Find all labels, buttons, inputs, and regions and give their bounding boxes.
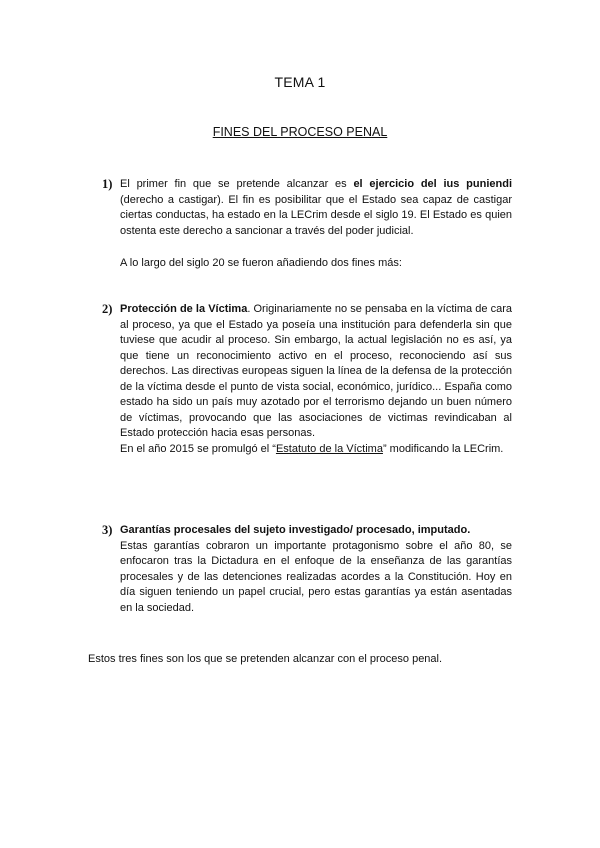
paragraph-victima: Protección de la Víctima. Originariamente no se pensaba en la víctima de cara al proceso, ya que el Estado ya poseía una institución para defenderla sin que tuviese que acudir al proceso. Sin embargo, la actual legislación no es así, ya que tiene un reconocimiento activo en el proceso, reconociendo así sus derechos. Las directivas europeas siguen la línea de la defensa de la protección de la víctima desde el punto de vista social, económico, jurídico... España como estado ha sido un país muy azotado por el terrorismo dejando un buen número de víctimas, provocando que las asociaciones de victimas revindicaban al Estado protección hacia esas personas. [120, 303, 512, 439]
document-title: TEMA 1 [274, 74, 326, 90]
paragraph-garantias: Estas garantías cobraron un importante protagonismo sobre el año 80, se enfocaron tras la Dictadura en el enfoque de la enseñanza de las garantías procesales y de las detenciones realizadas acordes a la Constitución. Hoy en día siguen teniendo un papel crucial, pero estas garantías ya están asentadas en la sociedad. [120, 539, 512, 614]
closing-paragraph: Estos tres fines son los que se pretenden alcanzar con el proceso penal. [88, 653, 443, 665]
list-body-2 [120, 302, 512, 457]
paragraph-ius-puniendi: El primer fin que se pretende alcanzar es el ejercicio del ius puniendi (derecho a castigar). El fin es posibilitar que el Estado sea capaz de castigar ciertas conductas, ha estado en la LECrim desde el siglo 19. El Estado es quien ostenta este derecho a sancionar a través del poder judicial. [120, 178, 512, 237]
paragraph-estatuto: En el año 2015 se promulgó el “Estatuto de la Víctima” modificando la LECrim. [120, 442, 504, 455]
list-body-3 [120, 523, 512, 616]
list-number-2: 2) [102, 302, 113, 316]
list-item-1 [102, 177, 512, 272]
bold-proteccion-victima: Protección de la Víctima [120, 303, 248, 315]
document-subtitle: FINES DEL PROCESO PENAL [212, 125, 388, 139]
list-item-2 [102, 302, 512, 457]
list-number-3: 3) [102, 523, 113, 537]
paragraph-transition: A lo largo del siglo 20 se fueron añadiendo dos fines más: [120, 257, 402, 269]
list-body-1 [120, 177, 512, 272]
paragraph-garantias-heading [120, 523, 512, 539]
list-item-3 [102, 523, 512, 616]
bold-garantias: Garantías procesales del sujeto investigado/ procesado, imputado. [120, 524, 471, 536]
list-number-1: 1) [102, 177, 113, 191]
estatuto-link[interactable]: Estatuto de la Víctima [275, 442, 383, 455]
bold-ius-puniendi: el ejercicio del ius puniendi [353, 178, 512, 190]
